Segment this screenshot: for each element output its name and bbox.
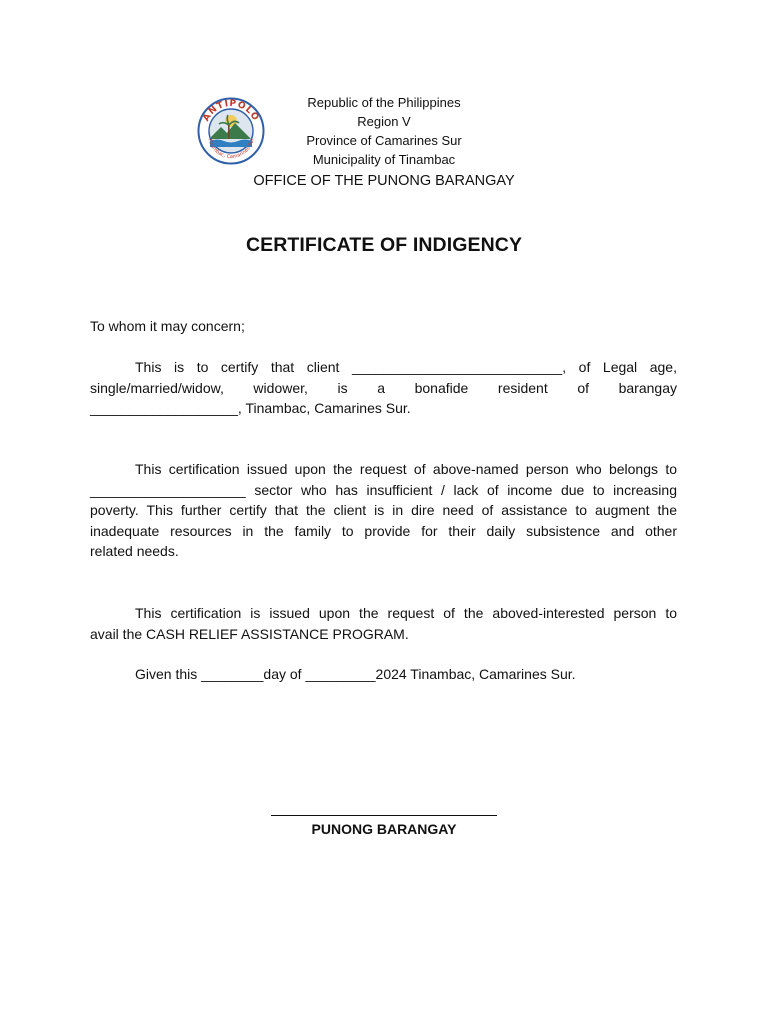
- header-province: Province of Camarines Sur: [306, 133, 462, 148]
- header-region: Region V: [357, 114, 411, 129]
- document-title: CERTIFICATE OF INDIGENCY: [245, 234, 523, 256]
- header-municipality: Municipality of Tinambac: [312, 152, 456, 167]
- paragraph-line: avail the CASH RELIEF ASSISTANCE PROGRAM.: [90, 625, 409, 642]
- paragraph-line: ____________________ sector who has insufficient / lack of income due to increasing: [90, 481, 677, 498]
- paragraph-line: related needs.: [90, 543, 179, 559]
- paragraph-request: [90, 459, 677, 562]
- paragraph-line: This certification issued upon the request of above-named person who belongs to: [135, 461, 677, 477]
- paragraph-certify: [90, 357, 677, 419]
- salutation: To whom it may concern;: [90, 318, 245, 334]
- signature-line: [271, 815, 497, 816]
- office-title: OFFICE OF THE PUNONG BARANGAY: [253, 173, 515, 189]
- paragraph-line: This is to certify that client ___________________________, of Legal age,: [135, 359, 677, 375]
- paragraph-line: This certification is issued upon the request of the aboved-interested person to: [135, 605, 677, 621]
- paragraph-line: ___________________, Tinambac, Camarines Sur.: [90, 400, 411, 416]
- signature-label: PUNONG BARANGAY: [311, 821, 457, 837]
- paragraph-program: [90, 603, 677, 644]
- given-date-line: Given this ________day of _________2024 Tinambac, Camarines Sur.: [135, 666, 576, 682]
- svg-text:ANTIPOLO: ANTIPOLO: [201, 98, 261, 124]
- paragraph-line: inadequate resources in the family to provide for their daily subsistence and other: [90, 522, 677, 539]
- paragraph-line: poverty. This further certify that the client is in dire need of assistance to augment the: [90, 502, 677, 518]
- paragraph-line: single/married/widow, widower, is a bonafide resident of barangay: [90, 379, 677, 396]
- header-republic: Republic of the Philippines: [307, 95, 461, 110]
- svg-text:Tinambac, Camarines Sur: Tinambac, Camarines Sur: [206, 137, 256, 161]
